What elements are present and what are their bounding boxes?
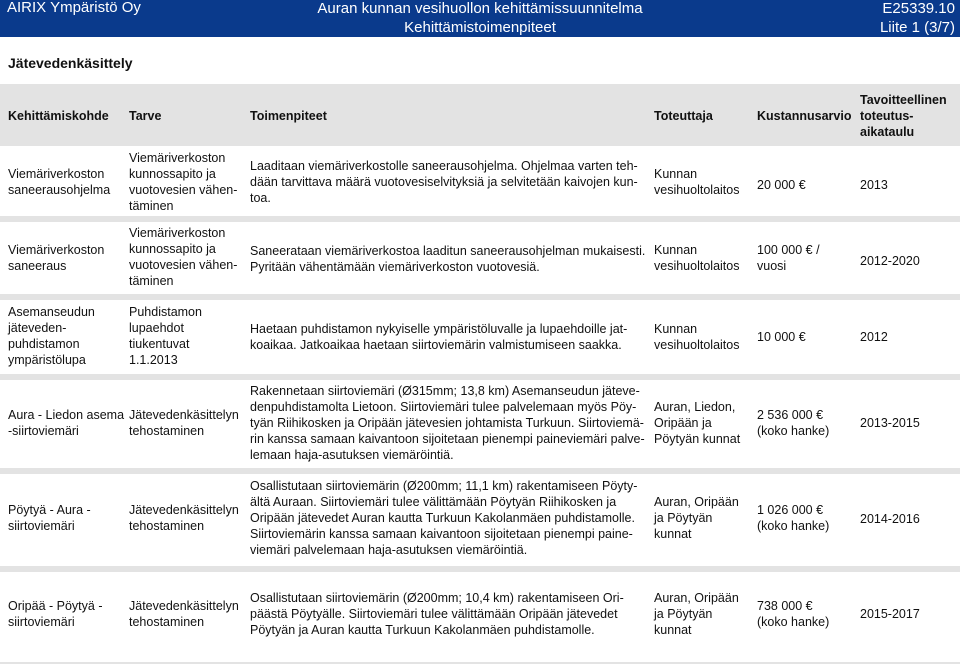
cell-toteuttaja: Kunnan vesihuoltolaitos xyxy=(654,167,740,197)
cell-aikataulu: 2012 xyxy=(860,330,888,344)
euro-icon: € xyxy=(805,243,813,257)
cell-aikataulu: 2013-2015 xyxy=(860,416,920,430)
document-title xyxy=(0,0,960,37)
cost-value: 738 000 xyxy=(757,599,803,613)
cell-kohde: Viemäriverkoston saneeraus xyxy=(8,243,105,273)
cost-value: 20 000 xyxy=(757,178,796,192)
cell-kohde: Pöytyä - Aura - siirtoviemäri xyxy=(8,503,91,533)
cell-tarve: Jätevedenkäsittelyn tehostaminen xyxy=(129,503,239,533)
table-row xyxy=(0,222,960,294)
cell-aikataulu: 2014-2016 xyxy=(860,512,920,526)
cell-kustannus xyxy=(757,242,820,274)
cell-kohde: Oripää - Pöytyä - siirtoviemäri xyxy=(8,599,103,629)
euro-icon: € xyxy=(798,178,806,192)
cell-kustannus xyxy=(757,407,829,439)
cell-toimenpiteet: Laaditaan viemäriverkostolle saneerausohjelma. Ohjelmaa varten teh- dään tarvittava määrä vuotovesiselvityksiä ja selvitetään kaivojen kun- toa. xyxy=(250,159,638,205)
page-title: Jätevedenkäsittely xyxy=(8,55,133,71)
euro-icon: € xyxy=(816,408,824,422)
cell-kustannus xyxy=(757,502,829,534)
cell-aikataulu: 2012-2020 xyxy=(860,254,920,268)
cost-suffix: / xyxy=(812,243,820,257)
col-header-aikataulu: Tavoitteellinen toteutus- aikataulu xyxy=(860,93,947,139)
col-header-tarve: Tarve xyxy=(129,109,162,123)
euro-icon: € xyxy=(805,599,813,613)
cell-aikataulu: 2015-2017 xyxy=(860,607,920,621)
cell-kohde: Asemanseudun jäteveden- puhdistamon ympäristölupa xyxy=(8,305,95,367)
cell-tarve: Viemäriverkoston kunnossapito ja vuotovesien vähen- täminen xyxy=(129,151,238,213)
cell-toteuttaja: Kunnan vesihuoltolaitos xyxy=(654,243,740,273)
cost-unit: (koko hanke) xyxy=(757,424,830,438)
col-header-toimenpiteet: Toimenpiteet xyxy=(250,109,327,123)
cost-value: 2 536 000 xyxy=(757,408,813,422)
table-row xyxy=(0,380,960,468)
appendix-number: Liite 1 (3/7) xyxy=(879,19,955,36)
cost-unit: (koko hanke) xyxy=(757,519,830,533)
document-reference xyxy=(880,0,955,37)
col-header-kohde: Kehittämiskohde xyxy=(8,109,109,123)
cell-toimenpiteet: Rakennetaan siirtoviemäri (Ø315mm; 13,8 km) Asemanseudun jäteve- denpuhdistamolta Lietoon. Siirtoviemäri tulee palvelemaan myös Pöy- tyän Riihikosken ja Oripään jätevesien johtamista Turkuun. Siirtoviemä- rin kanssa samaan kaivantoon sijoitetaan pienempi paineviemäri palve- lemaan haja-asutuksen viemäröintiä. xyxy=(250,384,645,462)
document-title-line1: Auran kunnan vesihuollon kehittämissuunnitelma xyxy=(317,0,643,17)
euro-icon: € xyxy=(798,330,806,344)
cell-kohde: Aura - Liedon asema -siirtoviemäri xyxy=(8,408,125,438)
cell-kustannus xyxy=(757,329,806,345)
table-row xyxy=(0,572,960,664)
col-header-kustannus: Kustannusarvio xyxy=(757,109,852,123)
cost-unit: vuosi xyxy=(757,259,787,273)
cell-kustannus xyxy=(757,177,806,193)
cell-kustannus xyxy=(757,598,829,630)
cell-tarve: Viemäriverkoston kunnossapito ja vuotovesien vähen- täminen xyxy=(129,226,238,288)
cell-toimenpiteet: Osallistutaan siirtoviemärin (Ø200mm; 11,1 km) rakentamiseen Pöyty- ältä Auraan. Siirtoviemäri tulee välittämään Pöytyän Riihikosken ja Oripään jätevedet Auran kautta Turkuun Kakolanmäen puhdistamolle. Siirtoviemärin kanssa samaan kaivantoon sijoitetaan pienempi paine- viemäri palvelemaan haja-asutuksen viemäröintiä. xyxy=(250,479,638,557)
cell-tarve: Jätevedenkäsittelyn tehostaminen xyxy=(129,408,239,438)
cost-value: 1 026 000 xyxy=(757,503,813,517)
cost-unit: (koko hanke) xyxy=(757,615,830,629)
document-title-line2: Kehittämistoimenpiteet xyxy=(404,19,556,36)
table-row xyxy=(0,146,960,216)
cost-value: 10 000 xyxy=(757,330,796,344)
table-row xyxy=(0,474,960,566)
cell-toteuttaja: Kunnan vesihuoltolaitos xyxy=(654,322,740,352)
table-row xyxy=(0,300,960,374)
cell-toimenpiteet: Saneerataan viemäriverkostoa laaditun saneerausohjelman mukaisesti. Pyritään vähentämään viemäriverkoston vuotovesiä. xyxy=(250,244,646,274)
euro-icon: € xyxy=(816,503,824,517)
cell-toimenpiteet: Haetaan puhdistamon nykyiselle ympäristöluvalle ja lupaehdoille jat- koaikaa. Jatkoaikaa haetaan siirtoviemärin valmistumiseen saakka. xyxy=(250,322,628,352)
cell-toimenpiteet: Osallistutaan siirtoviemärin (Ø200mm; 10,4 km) rakentamiseen Ori- päästä Pöytyälle. Siirtoviemäri tulee välittämään Oripään jätevedet Pöytyän ja Auran kautta Turkuun Kakolanmäen puhdistamolle. xyxy=(250,591,624,637)
cell-toteuttaja: Auran, Oripään ja Pöytyän kunnat xyxy=(654,591,739,637)
cell-kohde: Viemäriverkoston saneerausohjelma xyxy=(8,167,111,197)
table-header xyxy=(0,84,960,146)
cell-tarve: Puhdistamon lupaehdot tiukentuvat 1.1.2013 xyxy=(129,305,202,367)
project-number: E25339.10 xyxy=(882,0,955,17)
company-name: AIRIX Ympäristö Oy xyxy=(7,0,141,16)
cell-tarve: Jätevedenkäsittelyn tehostaminen xyxy=(129,599,239,629)
cell-toteuttaja: Auran, Liedon, Oripään ja Pöytyän kunnat xyxy=(654,400,741,446)
cost-value: 100 000 xyxy=(757,243,803,257)
col-header-toteuttaja: Toteuttaja xyxy=(654,109,713,123)
document-header xyxy=(0,0,960,37)
cell-toteuttaja: Auran, Oripään ja Pöytyän kunnat xyxy=(654,495,739,541)
cell-aikataulu: 2013 xyxy=(860,178,888,192)
